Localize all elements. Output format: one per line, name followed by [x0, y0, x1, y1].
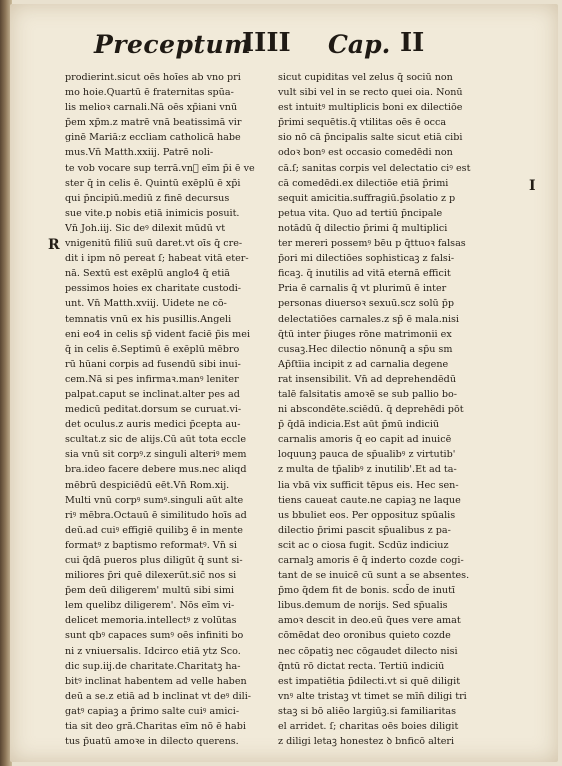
text-line: z multa de tp̄alibꝰ z inutilib'.Et ad ta- — [278, 464, 457, 476]
text-line: vnꝰ alte tristaꝫ vt timet se mīn̄ diligi tri — [278, 690, 467, 702]
text-line: scultat.z sic de alijs.Cū aūt tota eccle — [65, 434, 247, 446]
text-line: dit i ipm nō pereat ſ; habeat vitā eter- — [65, 253, 249, 265]
text-line: formatꝰ z baptismo reformatꝰ. Vn̄ si — [65, 539, 237, 551]
text-line: ster q̄ in celis ē. Quintū exēplū ē xp̄i — [65, 177, 241, 189]
text-line: te vob vocare sup terrā.vn᷒ eīm p̄i ē ve — [65, 162, 255, 174]
text-line: libus.demum de norijs. Sed sp̄ualis — [278, 600, 448, 612]
text-line: p̄rimi sequētis.q̄ vtilitas oēs ē occa — [278, 117, 447, 129]
text-line: talē falsitatis amoꝛē se sub pallio bo- — [278, 388, 458, 400]
text-line: q̄tū inter p̄iuges rōne matrimonii ex — [278, 328, 452, 340]
text-line: gatꝰ capiaꝫ a p̄rimo salte cuiꝰ amici- — [65, 705, 240, 717]
text-line: ficaꝫ. q̄ inutilis ad vitā eternā efficit — [278, 268, 451, 280]
text-line: Multi vnū corpꝰ sumꝰ.singuli aūt alte — [65, 494, 244, 506]
text-line: det oculus.z auris medici p̄cepta au- — [65, 419, 241, 431]
text-line: us bbuliet eos. Per opposituz spūalis — [278, 509, 456, 521]
text-line: mēbrū despiciēdū eēt.Vn̄ Rom.xij. — [65, 479, 230, 491]
right-text-column — [278, 70, 514, 749]
text-line: ni z vniuersalis. Idcirco etiā ytz Sco. — [65, 645, 241, 657]
text-line: palpat.caput se inclinat.alter pes ad — [65, 388, 240, 400]
text-line: personas diuersoꝛ sexuū.scz solū p̄p — [278, 298, 455, 310]
text-line: sue vite.p nobis etiā inimicis posuit. — [65, 207, 240, 219]
text-line: medicū peditat.dorsum se curuat.vi- — [65, 404, 242, 416]
text-line: el arridet. ſ; charitas oēs boies diligit — [278, 721, 459, 733]
text-line: dic sup.iij.de charitate.Charitatꝫ ha- — [65, 660, 241, 672]
text-line: cem.Nā si pes infirmaꝛ.manꝰ leniter — [65, 373, 239, 385]
text-line: sicut cupiditas vel zelus q̄ sociū non — [278, 72, 453, 83]
text-line: p̄ori mi dilectiōes sophisticaꝫ z falsi- — [278, 253, 455, 265]
text-line: tus p̄uatū amoꝛe in dilecto querens. — [65, 736, 239, 748]
text-line: eni eo4 in celis sp̄ vident faciē p̄is mei — [65, 328, 251, 340]
text-line: sequit amicitia.suffragiū.p̄solatio z p — [278, 192, 456, 204]
text-line: lis melioꝛ carnali.Nā oēs xp̄iani vnū — [65, 102, 238, 114]
header-title: Preceptum — [94, 30, 252, 59]
text-line: nā. Sextū est exēplū anglo4 q̄ etiā — [65, 268, 231, 280]
text-line: notādū q̄ dilectio p̄rimi q̄ multiplici — [278, 222, 448, 234]
text-line: Vn̄ Joh.iij. Sic deꝰ dilexit mūdū vt — [65, 222, 226, 234]
text-line: tiens caueat caute.ne capiaꝫ ne laque — [278, 494, 461, 506]
text-line: bra.ideo facere debere mus.nec aliqd — [65, 464, 247, 476]
text-line: delectatiōes carnales.z sp̄ ē mala.nisi — [278, 313, 459, 325]
text-line: tant de se inuicē cū sunt a se absentes. — [278, 570, 470, 582]
text-line: cui q̄dā pueros plus diligūt q̄ sunt si- — [65, 555, 243, 566]
left-text-column — [65, 70, 287, 749]
text-line: rat insensibilit. Vn̄ ad deprehendēdū — [278, 373, 456, 385]
text-line: miliores p̄ri quē dilexerūt.sic̄ nos si — [65, 570, 237, 582]
text-line: bitꝰ inclinat habentem ad velle haben — [65, 675, 247, 687]
running-header — [10, 26, 558, 66]
header-chapter-number: II — [400, 28, 425, 58]
text-line: dilectio p̄rimi pascit sp̄ualibus z pa- — [278, 524, 451, 536]
text-line: staꝫ si bō aliēo largiūꝫ.si familiaritas — [278, 705, 457, 717]
text-line: unt. Vn̄ Matth.xviij. Uidete ne cō- — [65, 298, 227, 310]
text-line: riꝰ mēbra.Octauū ē similitudo hoīs ad — [65, 509, 247, 521]
text-line: petua vita. Quo ad tertiū p̄ncipale — [278, 207, 443, 219]
text-line: nec cōpatiꝫ nec cōgaudet dilecto nisi — [278, 645, 458, 657]
text-line: vult sibi vel in se recto quei oia. Nonū — [278, 87, 463, 99]
text-line: cā comedēdi.ex dilectiōe etiā p̄rimi — [278, 177, 449, 189]
text-line: lem quelibz diligerem'. Nōs eīm vi- — [65, 600, 235, 612]
text-line: qui p̄ncipiū.mediū z finē decursus — [65, 192, 230, 204]
text-line: cā.ſ; sanitas corpis vel delectatio ciꝰ est — [278, 162, 471, 174]
text-line: p̄em deū diligerem' multū sibi simi — [65, 585, 235, 597]
text-line: rū hūani corpis ad fusendū sibi inui- — [65, 358, 241, 370]
text-line: pessimos hoies ex charitate custodi- — [65, 283, 242, 295]
text-line: z diligi letaꝫ honestez ꝺ bnficō alteri — [278, 736, 455, 748]
text-line: Ap̄ſtīia incipit z ad carnalia degene — [278, 358, 449, 370]
margin-note-left: R — [48, 237, 60, 253]
text-line: sio nō cā p̄ncipalis salte sicut etiā cibi — [278, 132, 463, 144]
text-line: deū.ad cuiꝰ effigiē quilibꝫ ē in mente — [65, 524, 243, 536]
text-line: ni abscondēte.sciēdū. q̄ deprehēdi pōt — [278, 404, 464, 416]
header-chapter-label: Cap. — [328, 30, 391, 59]
text-line: mus.Vn̄ Matth.xxiij. Patrē noli- — [65, 147, 214, 159]
text-line: tia sit deo grā.Charitas eīm nō ē habi — [65, 721, 246, 733]
text-line: sunt qbꝰ capaces sumꝰ oēs infiniti bo — [65, 630, 244, 642]
text-line: Pria ē carnalis q̄ vt plurimū ē inter — [278, 283, 447, 295]
text-line: scit ac o ciosa fugit. Scdūz indiciuz — [278, 539, 449, 551]
header-precept-number: IIII — [242, 28, 291, 58]
text-line: cōmēdat deo oronibus quieto cozde — [278, 630, 451, 642]
book-page — [10, 4, 558, 762]
text-line: deū a se.z etiā ad b inclinat vt deꝰ dili- — [65, 690, 252, 702]
text-line: prodierint.sicut oēs hoīes ab vno pri — [65, 72, 241, 83]
text-line: mo hoie.Quartū ē fraternitas spūa- — [65, 87, 234, 99]
text-line: p̄em xp̄m.z matrē vnā beatissimā vir — [65, 117, 242, 129]
text-line: carnalꝫ amoris ē q̄ inderto cozde cogi- — [278, 555, 464, 566]
margin-note-right: I — [529, 178, 536, 194]
text-line: q̄ in celis ē.Septimū ē exēplū mēbro — [65, 343, 240, 355]
text-line: sia vnū sit corpꝰ.z singuli alteriꝰ mem — [65, 449, 247, 461]
text-line: delicet memoria.intellectꝰ z volūtas — [65, 615, 237, 627]
text-line: carnalis amoris q̄ eo capit ad inuicē — [278, 434, 452, 446]
text-line: est intuitꝰ multiplicis boni ex dilectiōe — [278, 102, 463, 114]
text-line: vnigenitū filiū suū daret.vt oīs q̄ cre- — [65, 238, 243, 250]
text-line: amoꝛ descit in deo.eū q̄ues vere amat — [278, 615, 461, 627]
text-line: q̄ntū rō dictat recta. Tertiū indiciū — [278, 660, 445, 672]
text-line: est impatiētia p̄dilecti.vt si quē diligit — [278, 675, 461, 687]
text-line: p̄ q̄dā indicia.Est aūt p̄mū indiciū — [278, 419, 440, 431]
text-line: lia vbā vix sufficit tēpus eis. Hec sen- — [278, 479, 459, 491]
text-line: ginē Mariā:z eccliam catholicā habe — [65, 132, 241, 144]
text-line: temnatis vnū ex his pusillis.Angeli — [65, 313, 232, 325]
text-line: odoꝛ bonꝰ est occasio comedēdi non — [278, 147, 453, 159]
text-line: loquunꝫ pauca de sp̄ualibꝰ z virtutib' — [278, 449, 456, 461]
text-line: cusaꝫ.Hec dilectio nōnunq̄ a sp̄u sm — [278, 343, 453, 355]
text-line: ter mereri possemꝰ bēu p q̄ttuoꝛ falsas — [278, 238, 466, 250]
text-line: p̄mo q̄dem fit de bonis. scd̄o de inutī — [278, 585, 456, 597]
